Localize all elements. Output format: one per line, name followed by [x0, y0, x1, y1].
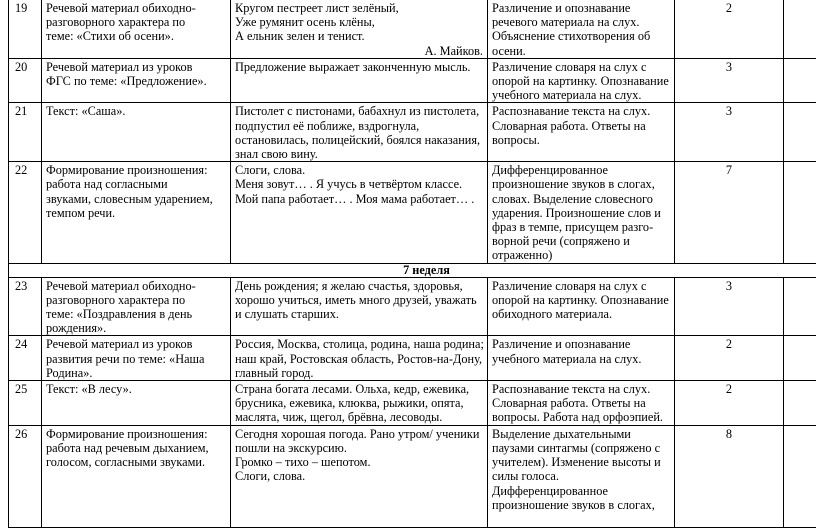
- speech-material: [231, 381, 488, 426]
- material-line: пошли на экскурсию.: [235, 441, 483, 455]
- topic-line: темпом речи.: [46, 206, 226, 220]
- material-line: хорошо учиться, иметь много друзей, уважать: [235, 293, 483, 307]
- lesson-number: 23: [9, 277, 42, 336]
- topic-line: Речевой материал обиходно-: [46, 1, 226, 15]
- material-line: Слоги, слова.: [235, 163, 483, 177]
- lesson-plan-table: [8, 0, 816, 528]
- table-row: [9, 0, 816, 58]
- topic-line: рождения».: [46, 321, 226, 335]
- lesson-tasks: [488, 162, 675, 263]
- topic-line: Речевой материал из уроков: [46, 60, 226, 74]
- hours-count: 3: [675, 277, 784, 336]
- task-line: опорой на картинку. Опознавание: [492, 293, 670, 307]
- speech-material: [231, 0, 488, 58]
- task-line: Словарная работа. Ответы на: [492, 396, 670, 410]
- notes-cell: [784, 0, 816, 58]
- task-line: произношение звуков в слогах,: [492, 498, 670, 512]
- material-line: Слоги, слова.: [235, 469, 483, 483]
- task-line: Дифференцированное: [492, 484, 670, 498]
- lesson-number: 22: [9, 162, 42, 263]
- task-line: учебного материала на слух.: [492, 88, 670, 102]
- lesson-tasks: [488, 425, 675, 527]
- material-line: Громко – тихо – шепотом.: [235, 455, 483, 469]
- table-row: [9, 58, 816, 103]
- task-line: учителем). Изменение высоты и: [492, 455, 670, 469]
- task-line: учебного материала на слух.: [492, 352, 670, 366]
- material-line: Сегодня хорошая погода. Рано утром/ ученики: [235, 427, 483, 441]
- material-line: знал свою вину.: [235, 147, 483, 161]
- material-line: брусника, ежевика, клюква, рыжики, опята,: [235, 396, 483, 410]
- material-line: Россия, Москва, столица, родина, наша родина;: [235, 337, 483, 351]
- task-line: Выделение дыхательными: [492, 427, 670, 441]
- material-line: остановилась, полицейский, боялся наказания,: [235, 133, 483, 147]
- material-line: подпустил её поближе, вздрогнула,: [235, 119, 483, 133]
- task-line: Различение словаря на слух с: [492, 60, 670, 74]
- notes-cell: [784, 336, 816, 381]
- lesson-number: 21: [9, 103, 42, 162]
- lesson-tasks: [488, 277, 675, 336]
- lesson-topic: [42, 277, 231, 336]
- topic-line: Формирование произношения:: [46, 427, 226, 441]
- topic-line: развития речи по теме: «Наша: [46, 352, 226, 366]
- task-line: осени.: [492, 44, 670, 58]
- task-line: вопросы.: [492, 133, 670, 147]
- speech-material: [231, 336, 488, 381]
- table-row: [9, 103, 816, 162]
- task-line: Дифференцированное: [492, 163, 670, 177]
- lesson-topic: [42, 162, 231, 263]
- task-line: Словарная работа. Ответы на: [492, 119, 670, 133]
- lesson-topic: [42, 425, 231, 527]
- topic-line: Родина».: [46, 366, 226, 380]
- table-row: [9, 277, 816, 336]
- topic-line: Речевой материал обиходно-: [46, 279, 226, 293]
- speech-material: [231, 162, 488, 263]
- topic-line: Текст: «В лесу».: [46, 382, 226, 396]
- task-line: Объяснение стихотворения об: [492, 29, 670, 43]
- topic-line: разговорного характера по: [46, 15, 226, 29]
- lesson-topic: [42, 336, 231, 381]
- notes-cell: [784, 162, 816, 263]
- task-line: силы голоса.: [492, 469, 670, 483]
- lesson-tasks: [488, 103, 675, 162]
- topic-line: Текст: «Саша».: [46, 104, 226, 118]
- notes-cell: [784, 381, 816, 426]
- task-line: словах. Выделение словесного: [492, 192, 670, 206]
- week-section: [9, 263, 816, 277]
- speech-material: [231, 103, 488, 162]
- material-line: Предложение выражает законченную мысль.: [235, 60, 483, 74]
- lesson-tasks: [488, 381, 675, 426]
- hours-count: 3: [675, 58, 784, 103]
- task-line: отраженно): [492, 248, 670, 262]
- lesson-number: 26: [9, 425, 42, 527]
- lesson-topic: [42, 103, 231, 162]
- table-row: [9, 381, 816, 426]
- lesson-number: 24: [9, 336, 42, 381]
- lesson-topic: [42, 58, 231, 103]
- task-line: Различение словаря на слух с: [492, 279, 670, 293]
- topic-line: теме: «Стихи об осени».: [46, 29, 226, 43]
- week-label: 7 неделя: [9, 263, 816, 277]
- topic-line: разговорного характера по: [46, 293, 226, 307]
- task-line: Распознавание текста на слух.: [492, 104, 670, 118]
- table-row: [9, 425, 816, 527]
- material-line: Пистолет с пистонами, бабахнул из пистолета,: [235, 104, 483, 118]
- material-line: главный город.: [235, 366, 483, 380]
- lesson-tasks: [488, 0, 675, 58]
- material-line: День рождения; я желаю счастья, здоровья,: [235, 279, 483, 293]
- speech-material: [231, 425, 488, 527]
- task-line: вопросы. Работа над орфоэпией.: [492, 410, 670, 424]
- table-row: [9, 336, 816, 381]
- speech-material: [231, 58, 488, 103]
- topic-line: голосом, согласными звуками.: [46, 455, 226, 469]
- material-line: Мой папа работает… . Моя мама работает… .: [235, 192, 483, 206]
- lesson-tasks: [488, 336, 675, 381]
- task-line: Распознавание текста на слух.: [492, 382, 670, 396]
- material-line: маслята, чиж, щегол, брёвна, лесоводы.: [235, 410, 483, 424]
- topic-line: работа над речевым дыханием,: [46, 441, 226, 455]
- material-line: Уже румянит осень клёны,: [235, 15, 483, 29]
- task-line: речевого материала на слух.: [492, 15, 670, 29]
- topic-line: звуками, словесным ударением,: [46, 192, 226, 206]
- topic-line: Речевой материал из уроков: [46, 337, 226, 351]
- poem-author: А. Майков.: [235, 44, 483, 58]
- lesson-number: 19: [9, 0, 42, 58]
- hours-count: 3: [675, 103, 784, 162]
- task-line: фраз в темпе, присущем разго-: [492, 220, 670, 234]
- topic-line: теме: «Поздравления в день: [46, 307, 226, 321]
- task-line: ворной речи (сопряжено и: [492, 234, 670, 248]
- rows-after-week: [9, 277, 816, 527]
- hours-count: 2: [675, 0, 784, 58]
- material-line: А ельник зелен и тенист.: [235, 29, 483, 43]
- task-line: обиходного материала.: [492, 307, 670, 321]
- notes-cell: [784, 58, 816, 103]
- material-line: Кругом пестреет лист зелёный,: [235, 1, 483, 15]
- rows-before-week: [9, 0, 816, 263]
- notes-cell: [784, 103, 816, 162]
- task-line: Различение и опознавание: [492, 337, 670, 351]
- lesson-topic: [42, 381, 231, 426]
- material-line: Страна богата лесами. Ольха, кедр, ежевика,: [235, 382, 483, 396]
- task-line: ударения. Произношение слов и: [492, 206, 670, 220]
- task-line: Различение и опознавание: [492, 1, 670, 15]
- topic-line: работа над согласными: [46, 177, 226, 191]
- task-line: паузами синтагмы (сопряжено с: [492, 441, 670, 455]
- task-line: произношение звуков в слогах,: [492, 177, 670, 191]
- lesson-number: 25: [9, 381, 42, 426]
- speech-material: [231, 277, 488, 336]
- hours-count: 7: [675, 162, 784, 263]
- topic-line: Формирование произношения:: [46, 163, 226, 177]
- material-line: наш край, Ростовская область, Ростов-на-Дону,: [235, 352, 483, 366]
- lesson-tasks: [488, 58, 675, 103]
- material-line: и слушать старших.: [235, 307, 483, 321]
- table-row: [9, 162, 816, 263]
- lesson-number: 20: [9, 58, 42, 103]
- week-row: [9, 263, 816, 277]
- hours-count: 8: [675, 425, 784, 527]
- hours-count: 2: [675, 381, 784, 426]
- material-line: Меня зовут… . Я учусь в четвёртом классе.: [235, 177, 483, 191]
- notes-cell: [784, 425, 816, 527]
- topic-line: ФГС по теме: «Предложение».: [46, 74, 226, 88]
- hours-count: 2: [675, 336, 784, 381]
- task-line: опорой на картинку. Опознавание: [492, 74, 670, 88]
- notes-cell: [784, 277, 816, 336]
- lesson-topic: [42, 0, 231, 58]
